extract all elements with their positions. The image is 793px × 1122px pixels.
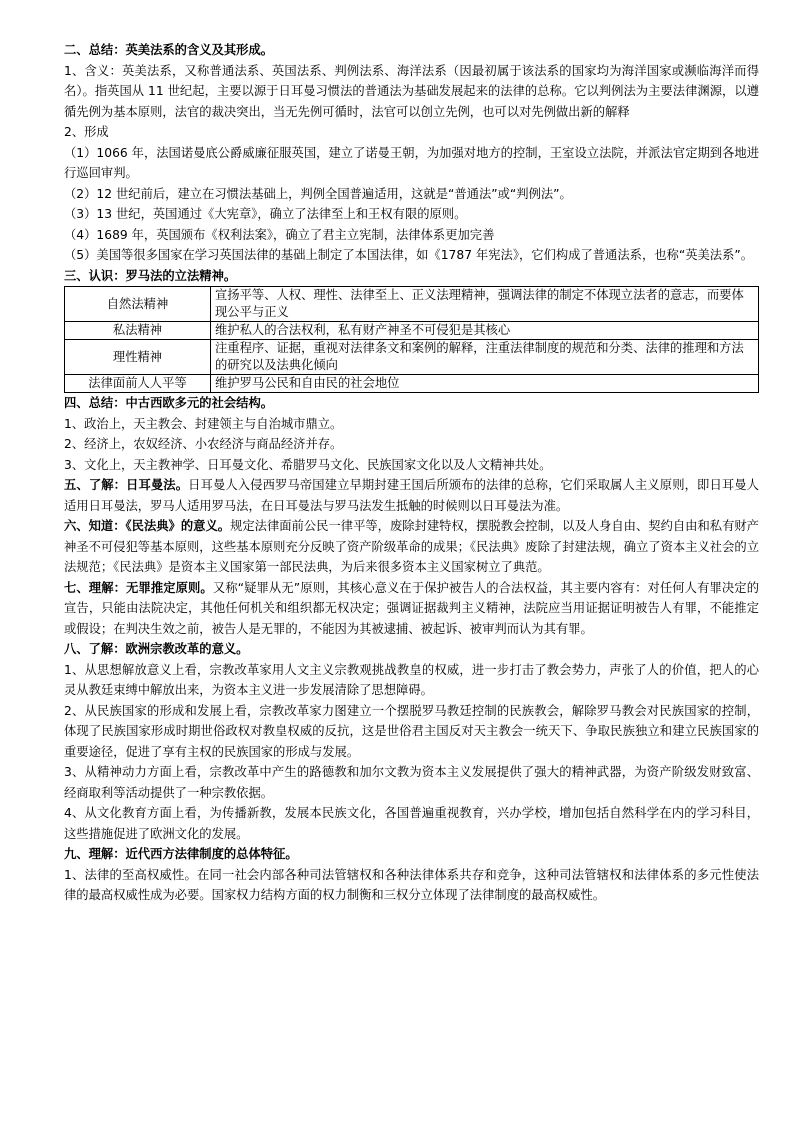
table-row bbox=[65, 340, 759, 375]
section-4-heading: 四、总结：中古西欧多元的社会结构。 bbox=[64, 396, 274, 410]
section-8-item: 3、从精神动力方面上看，宗教改革中产生的路德教和加尔文教为资本主义发展提供了强大的精神武器，为资产阶级发财致富、经商取利等活动提供了一种宗教依据。 bbox=[64, 765, 759, 800]
section-7-heading: 七、理解：无罪推定原则。 bbox=[64, 580, 213, 595]
table-cell-value: 维护罗马公民和自由民的社会地位 bbox=[211, 375, 759, 393]
roman-law-spirit-table bbox=[64, 286, 759, 393]
section-5-text: 日耳曼人入侵西罗马帝国建立早期封建王国后所颁布的法律的总称，它们采取属人主义原则，即日耳曼人适用日耳曼法，罗马人适用罗马法，在日耳曼法与罗马法发生抵触的时候则以日耳曼法为准。 bbox=[64, 478, 759, 513]
section-3-heading: 三、认识：罗马法的立法精神。 bbox=[64, 268, 237, 283]
section-4-item: 3、文化上，天主教神学、日耳曼文化、希腊罗马文化、民族国家文化以及人文精神共处。 bbox=[64, 457, 552, 472]
section-7-paragraph bbox=[64, 578, 759, 640]
section-5-heading: 五、了解：日耳曼法。 bbox=[64, 478, 189, 492]
section-8-item: 2、从民族国家的形成和发展上看，宗教改革家力图建立一个摆脱罗马教廷控制的民族教会，解除罗马教会对民族国家的控制，体现了民族国家形成时期世俗政权对教皇权威的反抗，这是世俗君主国反对天主教会一统天下、争取民族独立和建立民族国家的重要途径，促进了享有主权的民族国家的形成与发展。 bbox=[64, 703, 759, 759]
table-cell-key: 自然法精神 bbox=[65, 287, 211, 322]
section-6-text: 规定法律面前公民一律平等，废除封建特权，摆脱教会控制，以及人身自由、契约自由和私有财产神圣不可侵犯等基本原则，这些基本原则充分反映了资产阶级革命的成果；《民法典》废除了封建法规，确立了资本主义社会的立法规范；《民法典》是资本主义国家第一部民法典，为后来很多资本主义国家树立了典范。 bbox=[64, 519, 759, 574]
section-2-heading: 二、总结：英美法系的含义及其形成。 bbox=[64, 43, 274, 57]
section-2-item: （2）12 世纪前后，建立在习惯法基础上，判例全国普遍适用，这就是“普通法”或“判例法”。 bbox=[64, 186, 572, 201]
section-6-paragraph bbox=[64, 516, 759, 578]
section-2-item: （4）1689 年，英国颁布《权利法案》，确立了君主立宪制，法律体系更加完善 bbox=[64, 227, 495, 242]
section-9-heading: 九、理解：近代西方法律制度的总体特征。 bbox=[64, 847, 298, 861]
table-row bbox=[65, 375, 759, 393]
section-9-item: 1、法律的至高权威性。在同一社会内部各种司法管辖权和各种法律体系共存和竞争，这种司法管辖权和法律体系的多元性使法律的最高权威性成为必要。国家权力结构方面的权力制衡和三权分立体现了法律制度的最高权威性。 bbox=[64, 867, 759, 902]
section-4-item: 2、经济上，农奴经济、小农经济与商品经济并存。 bbox=[64, 437, 343, 451]
table-cell-value: 维护私人的合法权利，私有财产神圣不可侵犯是其核心 bbox=[211, 322, 759, 340]
section-7-text: 又称“疑罪从无”原则，其核心意义在于保护被告人的合法权益，其主要内容有：对任何人有罪决定的宣告，只能由法院决定，其他任何机关和组织都无权决定；强调证据裁判主义精神，法院应当用证据证明被告人有罪，不能推定或假设；在判决生效之前，被告人是无罪的，不能因为其被逮捕、被起诉、被审判而认为其有罪。 bbox=[64, 580, 759, 636]
section-2-item: （5）美国等很多国家在学习英国法律的基础上制定了本国法律，如《1787 年宪法》，它们构成了普通法系，也称“英美法系”。 bbox=[64, 248, 754, 262]
section-8-item: 1、从思想解放意义上看，宗教改革家用人文主义宗教观挑战教皇的权威，进一步打击了教会势力，声张了人的价值，把人的心灵从教廷束缚中解放出来，为资本主义进一步发展清除了思想障碍。 bbox=[64, 662, 759, 697]
section-5-paragraph bbox=[64, 475, 759, 516]
section-2-item: （1）1066 年，法国诺曼底公爵威廉征服英国，建立了诺曼王朝，为加强对地方的控制，王室设立法院，并派法官定期到各地进行巡回审判。 bbox=[64, 145, 759, 180]
section-2-definition: 1、含义：英美法系，又称普通法系、英国法系、判例法系、海洋法系（因最初属于该法系的国家均为海洋国家或濒临海洋而得名）。指英国从 11 世纪起，主要以源于日耳曼习惯法的普通法为基础发展起来的法律的总称。它以判例法为主要法律渊源，以遵循先例为基本原则，法官的裁决突出，当无先例可循时，法官可以创立先例，也可以对先例做出新的解释 bbox=[64, 63, 759, 119]
section-2-item: （3）13 世纪，英国通过《大宪章》，确立了法律至上和王权有限的原则。 bbox=[64, 207, 467, 221]
table-row bbox=[65, 287, 759, 322]
table-cell-key: 法律面前人人平等 bbox=[65, 375, 211, 393]
table-cell-key: 私法精神 bbox=[65, 322, 211, 340]
section-6-heading: 六、知道：《民法典》的意义。 bbox=[64, 519, 231, 533]
table-cell-value: 注重程序、证据，重视对法律条文和案例的解释，注重法律制度的规范和分类、法律的推理和方法的研究以及法典化倾向 bbox=[211, 340, 759, 375]
section-4-item: 1、政治上，天主教会、封建领主与自治城市鼎立。 bbox=[64, 416, 343, 431]
section-8-heading: 八、了解：欧洲宗教改革的意义。 bbox=[64, 642, 249, 656]
table-cell-key: 理性精神 bbox=[65, 340, 211, 375]
table-cell-value: 宣扬平等、人权、理性、法律至上、正义法理精神，强调法律的制定不体现立法者的意志，而要体现公平与正义 bbox=[211, 287, 759, 322]
section-2-formation-title: 2、形成 bbox=[64, 125, 109, 139]
table-row bbox=[65, 322, 759, 340]
document-page bbox=[64, 40, 759, 906]
section-8-item: 4、从文化教育方面上看，为传播新教，发展本民族文化，各国普遍重视教育，兴办学校，增加包括自然科学在内的学习科目，这些措施促进了欧洲文化的发展。 bbox=[64, 806, 759, 841]
